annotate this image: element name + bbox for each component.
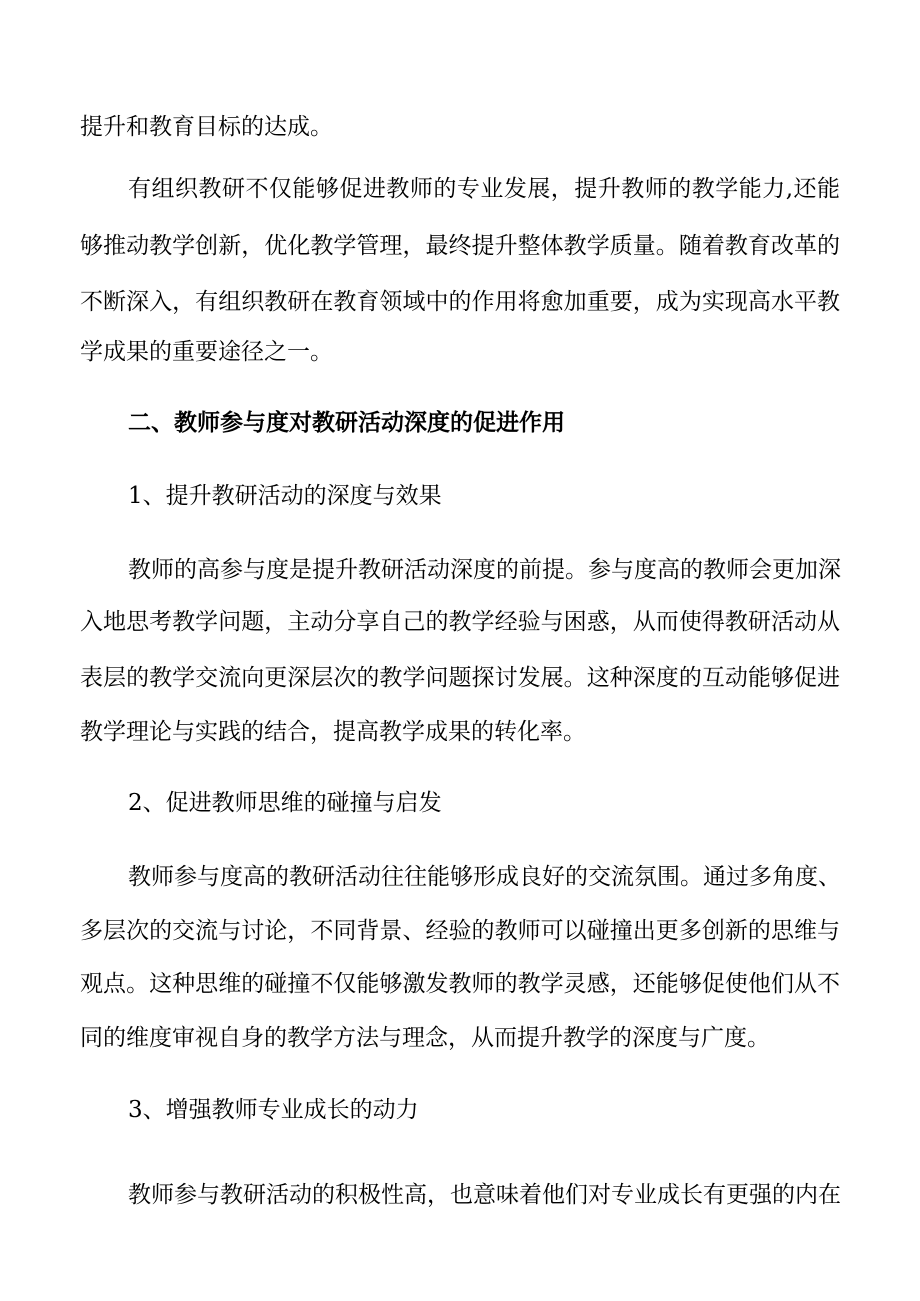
sub1-para-line-4: 教学理论与实践的结合，提高教学成果的转化率。 xyxy=(80,719,586,745)
para1-line-4: 学成果的重要途径之一。 xyxy=(80,339,333,365)
sub1-para-line-1: 教师的高参与度是提升教研活动深度的前提。参与度高的教师会更加深 xyxy=(128,557,841,583)
sub2-para-line-1: 教师参与度高的教研活动往往能够形成良好的交流氛围。通过多角度、 xyxy=(128,864,841,890)
para1-line-3: 不断深入，有组织教研在教育领域中的作用将愈加重要，成为实现高水平教 xyxy=(80,289,840,315)
para1-line-2: 够推动教学创新，优化教学管理，最终提升整体教学质量。随着教育改革的 xyxy=(80,233,840,259)
intro-tail-line: 提升和教育目标的达成。 xyxy=(80,114,333,140)
section-heading: 二、教师参与度对教研活动深度的促进作用 xyxy=(128,409,565,436)
sub2-para-line-2: 多层次的交流与讨论，不同背景、经验的教师可以碰撞出更多创新的思维与 xyxy=(80,918,840,944)
sub2-para-line-3: 观点。这种思维的碰撞不仅能够激发教师的教学灵感，还能够促使他们从不 xyxy=(80,971,840,997)
sub1-para-line-2: 入地思考教学问题，主动分享自己的教学经验与困惑，从而使得教研活动从 xyxy=(80,609,840,635)
sub3-para-line-1: 教师参与教研活动的积极性高，也意味着他们对专业成长有更强的内在 xyxy=(128,1182,841,1208)
sub2-title: 2、促进教师思维的碰撞与启发 xyxy=(128,790,442,816)
sub1-para-line-3: 表层的教学交流向更深层次的教学问题探讨发展。这种深度的互动能够促进 xyxy=(80,665,840,691)
sub3-title: 3、增强教师专业成长的动力 xyxy=(128,1097,419,1123)
sub1-title: 1、提升教研活动的深度与效果 xyxy=(128,483,442,509)
sub2-para-line-4: 同的维度审视自身的教学方法与理念，从而提升教学的深度与广度。 xyxy=(80,1025,770,1051)
para1-line-1: 有组织教研不仅能够促进教师的专业发展，提升教师的教学能力,还能 xyxy=(128,176,840,202)
